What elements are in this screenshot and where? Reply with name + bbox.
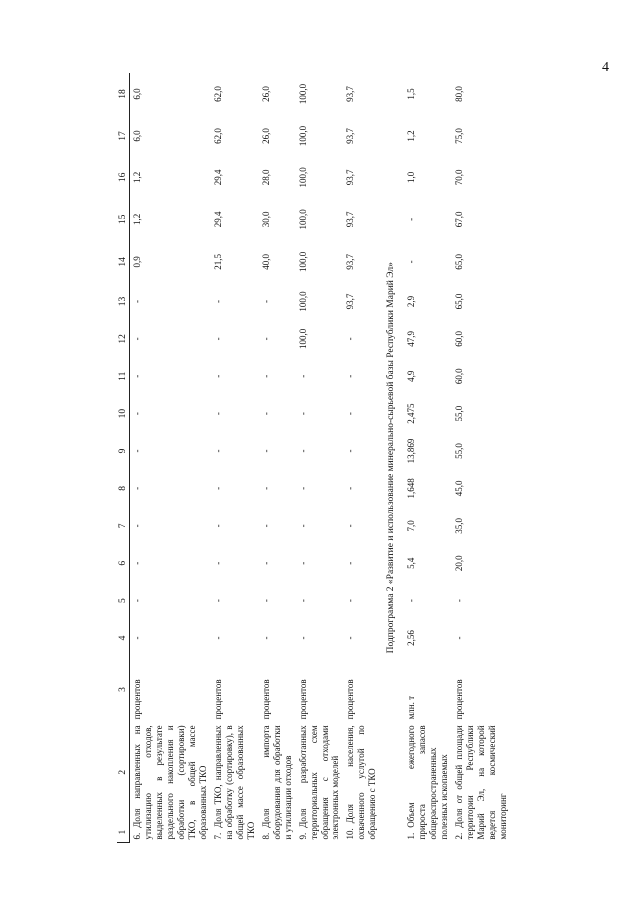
value-cell: 75,0: [454, 128, 465, 144]
value-cell: 67,0: [454, 211, 465, 228]
column-header: 3: [117, 657, 130, 723]
value-cell: 100,0: [297, 328, 308, 349]
value-cell: -: [260, 299, 271, 303]
value-cell: 2,475: [406, 403, 417, 424]
value-cell: -: [132, 486, 142, 490]
value-cell: -: [345, 561, 356, 565]
column-header: 11: [117, 358, 130, 395]
unit-cell: процентов: [132, 679, 142, 720]
value-cell: -: [212, 337, 223, 341]
table-row: [404, 73, 452, 843]
value-cell: 20,0: [454, 555, 465, 572]
value-cell: 93,7: [345, 86, 356, 102]
value-cell: -: [132, 636, 142, 640]
value-cell: 1,648: [406, 478, 417, 499]
subprogram-title: Подпрограмма 2 «Развитие и использование минерально-сырьевой базы Республики Марий Эл»: [386, 262, 397, 654]
value-cell: 100,0: [297, 83, 308, 105]
table-body: [130, 73, 512, 843]
value-cell: -: [212, 636, 223, 640]
indicator-name: Доля от общей площади территории Республики Марий Эл, на которой ведется космический мониторинг: [454, 725, 509, 840]
value-cell: -: [297, 636, 308, 640]
header-row: [117, 73, 130, 843]
column-header: 4: [117, 619, 130, 656]
value-cell: 21,5: [212, 253, 223, 270]
rotated-table-container: [117, 73, 537, 843]
row-number: 2.: [454, 832, 465, 840]
value-cell: -: [345, 636, 356, 640]
value-cell: 80,0: [454, 86, 465, 102]
value-cell: 0,9: [132, 256, 142, 268]
column-header: 15: [117, 198, 130, 241]
value-cell: 2,9: [406, 295, 417, 308]
column-header: 7: [117, 507, 130, 544]
indicator-name: Доля населения, охваченного услугой по обращению с ТКО: [345, 725, 378, 840]
indicator-table: [117, 73, 511, 843]
column-header: 5: [117, 582, 130, 619]
value-cell: -: [345, 412, 356, 416]
indicator-name: Доля импорта оборудования для обработки и утилизации отходов: [260, 725, 293, 840]
value-cell: 100,0: [297, 251, 308, 272]
value-cell: 7,0: [406, 520, 417, 532]
column-header: 14: [117, 241, 130, 283]
value-cell: -: [260, 337, 271, 341]
value-cell: -: [212, 299, 223, 303]
value-cell: -: [297, 599, 308, 603]
value-cell: -: [132, 599, 142, 603]
value-cell: -: [260, 412, 271, 416]
value-cell: 93,7: [345, 253, 356, 270]
value-cell: 28,0: [260, 169, 271, 186]
value-cell: 1,2: [132, 171, 142, 184]
value-cell: 100,0: [297, 125, 308, 147]
value-cell: 13,869: [406, 438, 417, 464]
value-cell: -: [132, 299, 142, 303]
value-cell: -: [212, 412, 223, 416]
value-cell: -: [454, 599, 465, 603]
value-cell: 55,0: [454, 405, 465, 422]
value-cell: -: [260, 374, 271, 378]
subprogram-row: [380, 73, 404, 843]
value-cell: 47,9: [406, 330, 417, 347]
value-cell: 100,0: [297, 291, 308, 312]
value-cell: -: [345, 524, 356, 528]
table-row: [259, 73, 296, 843]
value-cell: -: [132, 374, 142, 378]
value-cell: -: [212, 599, 223, 603]
value-cell: 62,0: [212, 86, 223, 102]
row-number: 8.: [260, 832, 271, 840]
unit-cell: процентов: [454, 679, 465, 720]
column-header: 10: [117, 395, 130, 432]
value-cell: -: [132, 524, 142, 528]
value-cell: -: [345, 599, 356, 603]
column-header: 2: [117, 722, 130, 822]
value-cell: 30,0: [260, 211, 271, 228]
value-cell: 1,2: [132, 213, 142, 225]
unit-cell: процентов: [260, 679, 271, 720]
row-number: 9.: [297, 832, 308, 840]
column-header: 1: [117, 822, 130, 842]
value-cell: 100,0: [297, 167, 308, 188]
value-cell: 93,7: [345, 293, 356, 310]
value-cell: -: [406, 217, 417, 221]
column-header: 8: [117, 470, 130, 507]
table-row: [296, 73, 344, 843]
value-cell: 100,0: [297, 209, 308, 230]
value-cell: -: [406, 599, 417, 603]
row-number: 1.: [406, 832, 417, 840]
value-cell: -: [212, 486, 223, 490]
value-cell: 6,0: [132, 88, 142, 100]
row-number: 7.: [212, 832, 223, 840]
value-cell: 2,56: [406, 630, 417, 646]
value-cell: -: [212, 524, 223, 528]
row-number: 10.: [345, 828, 356, 840]
value-cell: 5,4: [406, 557, 417, 569]
value-cell: 29,4: [212, 169, 223, 186]
value-cell: -: [212, 449, 223, 453]
value-cell: 26,0: [260, 128, 271, 144]
value-cell: -: [297, 524, 308, 528]
value-cell: 60,0: [454, 330, 465, 347]
value-cell: 45,0: [454, 480, 465, 497]
column-header: 9: [117, 432, 130, 469]
value-cell: -: [212, 561, 223, 565]
indicator-name: Доля направленных на утилизацию отходов, выделенных в результате раздельного накопления и обработки (сортировки) ТКО, в общей массе образованных ТКО: [132, 725, 208, 840]
unit-cell: процентов: [212, 679, 223, 720]
value-cell: -: [297, 374, 308, 378]
column-header: 17: [117, 115, 130, 157]
value-cell: -: [260, 524, 271, 528]
row-number: 6.: [132, 832, 142, 840]
indicator-name: Доля разработанных территориальных схем обращения с отходами электронных моделей: [297, 725, 341, 840]
value-cell: -: [345, 449, 356, 453]
value-cell: -: [260, 561, 271, 565]
value-cell: -: [132, 561, 142, 565]
indicator-name: Доля ТКО, направленных на обработку (сортировку), в общей массе образованных ТКО: [212, 725, 256, 840]
column-header: 16: [117, 157, 130, 198]
value-cell: -: [297, 412, 308, 416]
table-row: [130, 73, 211, 843]
unit-cell: млн. т: [406, 695, 417, 720]
value-cell: -: [345, 486, 356, 490]
column-header: 12: [117, 320, 130, 357]
table-row: [211, 73, 259, 843]
value-cell: -: [132, 412, 142, 416]
value-cell: -: [297, 486, 308, 490]
value-cell: 29,4: [212, 211, 223, 228]
page-number: 4: [602, 60, 609, 75]
table-row: [343, 73, 380, 843]
value-cell: -: [297, 449, 308, 453]
value-cell: 1,2: [406, 130, 417, 142]
value-cell: -: [345, 337, 356, 341]
value-cell: 60,0: [454, 368, 465, 385]
value-cell: 70,0: [454, 169, 465, 186]
value-cell: -: [132, 449, 142, 453]
value-cell: 1,0: [406, 171, 417, 184]
value-cell: 93,7: [345, 128, 356, 144]
value-cell: -: [212, 374, 223, 378]
value-cell: -: [132, 337, 142, 341]
value-cell: 62,0: [212, 128, 223, 144]
value-cell: 4,9: [406, 370, 417, 382]
value-cell: -: [297, 561, 308, 565]
table-row: [452, 73, 511, 843]
value-cell: -: [260, 449, 271, 453]
column-header: 6: [117, 545, 130, 582]
value-cell: -: [345, 374, 356, 378]
value-cell: -: [260, 486, 271, 490]
value-cell: -: [406, 260, 417, 264]
value-cell: 40,0: [260, 253, 271, 270]
value-cell: 1,5: [406, 88, 417, 100]
unit-cell: процентов: [297, 679, 308, 720]
value-cell: 65,0: [454, 253, 465, 270]
unit-cell: процентов: [345, 679, 356, 720]
value-cell: 6,0: [132, 130, 142, 142]
value-cell: 65,0: [454, 293, 465, 310]
column-header: 18: [117, 73, 130, 115]
value-cell: 93,7: [345, 169, 356, 186]
value-cell: -: [260, 599, 271, 603]
column-header: 13: [117, 283, 130, 320]
value-cell: -: [454, 636, 465, 640]
value-cell: -: [260, 636, 271, 640]
value-cell: 55,0: [454, 443, 465, 459]
indicator-name: Объем ежегодного прироста запасов общераспространенных полезных ископаемых: [406, 725, 450, 840]
value-cell: 26,0: [260, 86, 271, 102]
value-cell: 35,0: [454, 517, 465, 534]
value-cell: 93,7: [345, 211, 356, 228]
